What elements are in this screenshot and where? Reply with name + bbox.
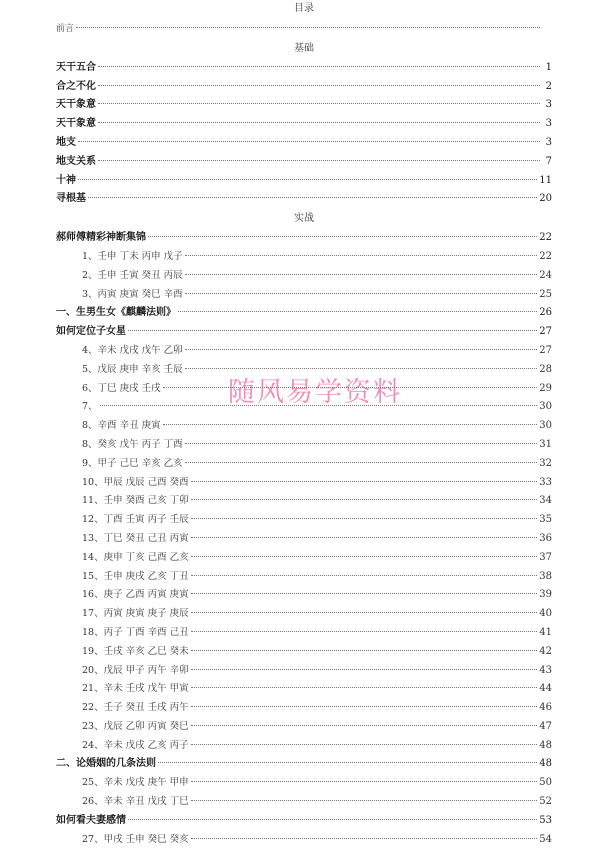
toc-entry-page: 53 xyxy=(539,814,552,826)
toc-entry-page: 27 xyxy=(539,344,552,356)
toc-entry-page: 54 xyxy=(539,833,552,845)
toc-entry-title: 26、辛未 辛丑 戊戌 丁巳 xyxy=(82,796,189,808)
toc-entry[interactable] xyxy=(56,549,552,568)
toc-entry[interactable] xyxy=(56,586,552,605)
toc-entry-title: 天干五合 xyxy=(56,61,96,73)
toc-entry-page: 2 xyxy=(545,80,552,92)
toc-entry-title: 地支关系 xyxy=(56,155,96,167)
dot-leader xyxy=(148,236,537,237)
dot-leader xyxy=(185,255,538,256)
toc-entry-title: 天干象意 xyxy=(56,118,96,130)
toc-entry[interactable] xyxy=(56,267,552,286)
dot-leader xyxy=(191,593,538,594)
toc-entry-page: 35 xyxy=(539,514,552,526)
dot-leader xyxy=(191,800,538,801)
toc-entry[interactable] xyxy=(56,793,552,812)
toc-entry-title: 7、 xyxy=(82,401,98,413)
dot-leader xyxy=(128,819,537,820)
dot-leader xyxy=(185,462,538,463)
toc-entry[interactable] xyxy=(56,134,552,153)
toc-entry[interactable] xyxy=(56,323,552,342)
toc-entry-page: 44 xyxy=(539,683,552,695)
toc-entry[interactable] xyxy=(56,78,552,97)
toc-entry-page: 22 xyxy=(539,232,552,244)
toc-entry[interactable] xyxy=(56,492,552,511)
toc-entry-title: 5、戊辰 庚申 辛亥 壬辰 xyxy=(82,363,183,375)
toc-entry-title: 19、壬戌 辛亥 乙巳 癸未 xyxy=(82,645,189,657)
toc-entry-title: 郝师傅精彩神断集锦 xyxy=(56,232,146,244)
toc-entry[interactable] xyxy=(56,229,552,248)
toc-entry-title: 2、壬申 壬寅 癸丑 丙辰 xyxy=(82,269,183,281)
toc-entry-title: 11、壬申 癸酉 己亥 丁卯 xyxy=(82,495,189,507)
dot-leader xyxy=(78,141,540,142)
dot-leader xyxy=(185,274,538,275)
toc-entry-title: 13、丁巳 癸丑 己丑 丙寅 xyxy=(82,532,189,544)
toc-entry-page: 50 xyxy=(539,777,552,789)
toc-entry-title: 二、论婚姻的几条法则 xyxy=(56,758,156,770)
toc-entry-page: 3 xyxy=(545,118,552,130)
dot-leader xyxy=(76,27,540,28)
toc-entry-page: 7 xyxy=(545,155,552,167)
toc-entry-title: 24、辛未 戊戌 乙亥 丙子 xyxy=(82,739,189,751)
toc-entry-title: 前言 xyxy=(56,24,75,34)
toc-entry-title: 3、丙寅 庚寅 癸巳 辛酉 xyxy=(82,288,183,300)
toc-entry-title: 21、辛未 壬戌 戊午 甲寅 xyxy=(82,683,189,695)
toc-entry[interactable] xyxy=(56,737,552,756)
toc-entry-title: 4、辛未 戊戌 戊午 乙卯 xyxy=(82,344,183,356)
toc-entry-page: 36 xyxy=(539,532,552,544)
dot-leader xyxy=(98,66,540,67)
toc-entry-page: 34 xyxy=(539,495,552,507)
dot-leader xyxy=(191,631,538,632)
dot-leader xyxy=(191,706,538,707)
toc-entry[interactable] xyxy=(56,115,552,134)
toc-entry[interactable] xyxy=(56,436,552,455)
dot-leader xyxy=(78,179,537,180)
toc-entry-page: 1 xyxy=(545,61,552,73)
dot-leader xyxy=(191,781,538,782)
toc-entry-page: 38 xyxy=(539,570,552,582)
toc-entry-title: 6、丁巳 庚戌 壬戌 xyxy=(82,382,161,394)
dot-leader xyxy=(185,368,538,369)
toc-entry[interactable] xyxy=(56,417,552,436)
page-title: 目录 xyxy=(294,3,314,14)
dot-leader xyxy=(191,744,538,745)
toc-entry-title: 十神 xyxy=(56,174,76,186)
dot-leader xyxy=(191,612,538,613)
dot-leader xyxy=(191,575,538,576)
toc-entry-page: 25 xyxy=(539,288,552,300)
toc-entry[interactable] xyxy=(56,342,552,361)
dot-leader xyxy=(191,556,538,557)
toc-entry-page: 48 xyxy=(539,758,552,770)
toc-entry[interactable] xyxy=(56,831,552,849)
toc-entry-title: 寻根基 xyxy=(56,193,86,205)
toc-entry-page: 39 xyxy=(539,589,552,601)
dot-leader xyxy=(185,443,538,444)
toc-entry-page: 42 xyxy=(539,645,552,657)
toc-entry-title: 一、生男生女《麒麟法则》 xyxy=(56,307,176,319)
toc-entry[interactable] xyxy=(56,20,552,39)
toc-entry[interactable] xyxy=(56,455,552,474)
toc-entry[interactable] xyxy=(56,568,552,587)
dot-leader xyxy=(98,85,540,86)
dot-leader xyxy=(191,518,538,519)
toc-entry-title: 10、甲辰 戊辰 己酉 癸酉 xyxy=(82,476,189,488)
toc-entry[interactable] xyxy=(56,248,552,267)
toc-entry[interactable] xyxy=(56,774,552,793)
toc-entry-page: 3 xyxy=(545,136,552,148)
section-heading: 基础 xyxy=(294,42,314,54)
toc-entry-title: 1、壬申 丁未 丙申 戊子 xyxy=(82,250,183,262)
toc-entry-title: 23、戊辰 乙卯 丙寅 癸巳 xyxy=(82,720,189,732)
dot-leader xyxy=(88,197,537,198)
toc-entry-page: 46 xyxy=(539,702,552,714)
toc-entry-page: 48 xyxy=(539,739,552,751)
toc-entry[interactable] xyxy=(56,153,552,172)
toc-entry-page: 41 xyxy=(539,626,552,638)
toc-entry[interactable] xyxy=(56,190,552,209)
toc-entry[interactable] xyxy=(56,755,552,774)
toc-entry[interactable] xyxy=(56,59,552,78)
toc-entry-page: 20 xyxy=(539,193,552,205)
dot-leader xyxy=(191,669,538,670)
toc-entry-title: 天干象意 xyxy=(56,99,96,111)
toc-entry-page: 31 xyxy=(539,438,552,450)
toc-entry[interactable] xyxy=(56,812,552,831)
toc-entry-page: 22 xyxy=(539,250,552,262)
toc-entry-title: 22、壬子 癸丑 壬戌 丙午 xyxy=(82,702,189,714)
toc-entry-title: 16、庚子 乙酉 丙寅 庚寅 xyxy=(82,589,189,601)
dot-leader xyxy=(191,537,538,538)
dot-leader xyxy=(185,349,538,350)
toc-entry[interactable] xyxy=(56,511,552,530)
toc-entry[interactable] xyxy=(56,605,552,624)
dot-leader xyxy=(158,762,537,763)
toc-entry-title: 25、辛未 戊戌 庚午 甲申 xyxy=(82,777,189,789)
toc-entry-title: 8、癸亥 戊午 丙子 丁酉 xyxy=(82,438,183,450)
toc-entry-title: 12、丁酉 壬寅 丙子 壬辰 xyxy=(82,514,189,526)
toc-entry-page: 30 xyxy=(539,401,552,413)
toc-entry-page: 37 xyxy=(539,551,552,563)
dot-leader xyxy=(98,103,540,104)
toc-entry[interactable] xyxy=(56,680,552,699)
dot-leader xyxy=(98,122,540,123)
toc-entry-page: 32 xyxy=(539,457,552,469)
dot-leader xyxy=(191,499,538,500)
dot-leader xyxy=(191,650,538,651)
toc-entry-page: 40 xyxy=(539,608,552,620)
dot-leader xyxy=(128,330,537,331)
toc-entry[interactable] xyxy=(56,718,552,737)
toc-entry-page: 24 xyxy=(539,269,552,281)
dot-leader xyxy=(191,481,538,482)
toc-entries xyxy=(56,20,552,849)
toc-entry[interactable] xyxy=(56,699,552,718)
toc-entry-title: 20、戊辰 甲子 丙午 辛卯 xyxy=(82,664,189,676)
toc-entry-page: 30 xyxy=(539,420,552,432)
toc-entry-title: 27、甲戌 壬申 癸巳 癸亥 xyxy=(82,833,189,845)
toc-entry-title: 如何定位子女星 xyxy=(56,326,126,338)
watermark: 随风易学资料 xyxy=(228,377,402,408)
dot-leader xyxy=(185,293,538,294)
toc-entry-title: 8、辛酉 辛丑 庚寅 xyxy=(82,420,161,432)
toc-entry-title: 9、甲子 己巳 辛亥 乙亥 xyxy=(82,457,183,469)
toc-entry[interactable] xyxy=(56,530,552,549)
toc-entry[interactable] xyxy=(56,624,552,643)
toc-entry-page: 33 xyxy=(539,476,552,488)
dot-leader xyxy=(163,424,538,425)
toc-entry-page: 3 xyxy=(545,99,552,111)
toc-entry[interactable] xyxy=(56,643,552,662)
toc-entry[interactable] xyxy=(56,172,552,191)
toc-entry-title: 18、丙子 丁酉 辛酉 己丑 xyxy=(82,626,189,638)
toc-entry-title: 17、丙寅 庚寅 庚子 庚辰 xyxy=(82,608,189,620)
toc-entry-title: 14、庚申 丁亥 己酉 乙亥 xyxy=(82,551,189,563)
toc-entry[interactable] xyxy=(56,286,552,305)
toc-entry[interactable] xyxy=(56,662,552,681)
toc-entry-page: 52 xyxy=(539,796,552,808)
toc-entry-page: 26 xyxy=(539,307,552,319)
toc-entry-page: 43 xyxy=(539,664,552,676)
toc-entry[interactable] xyxy=(56,474,552,493)
dot-leader xyxy=(178,311,537,312)
dot-leader xyxy=(191,725,538,726)
toc-entry-title: 地支 xyxy=(56,136,76,148)
toc-entry-page: 27 xyxy=(539,326,552,338)
toc-entry-title: 15、壬申 庚戌 乙亥 丁丑 xyxy=(82,570,189,582)
toc-entry-title: 合之不化 xyxy=(56,80,96,92)
table-of-contents xyxy=(56,0,552,849)
toc-entry[interactable] xyxy=(56,96,552,115)
toc-entry-page: 47 xyxy=(539,720,552,732)
section-heading: 实战 xyxy=(294,213,314,225)
dot-leader xyxy=(191,687,538,688)
toc-entry[interactable] xyxy=(56,304,552,323)
toc-entry-page: 28 xyxy=(539,363,552,375)
toc-entry-page: 11 xyxy=(539,174,552,186)
dot-leader xyxy=(98,160,540,161)
toc-entry-title: 如何看夫妻感情 xyxy=(56,814,126,826)
toc-entry-page: 29 xyxy=(539,382,552,394)
